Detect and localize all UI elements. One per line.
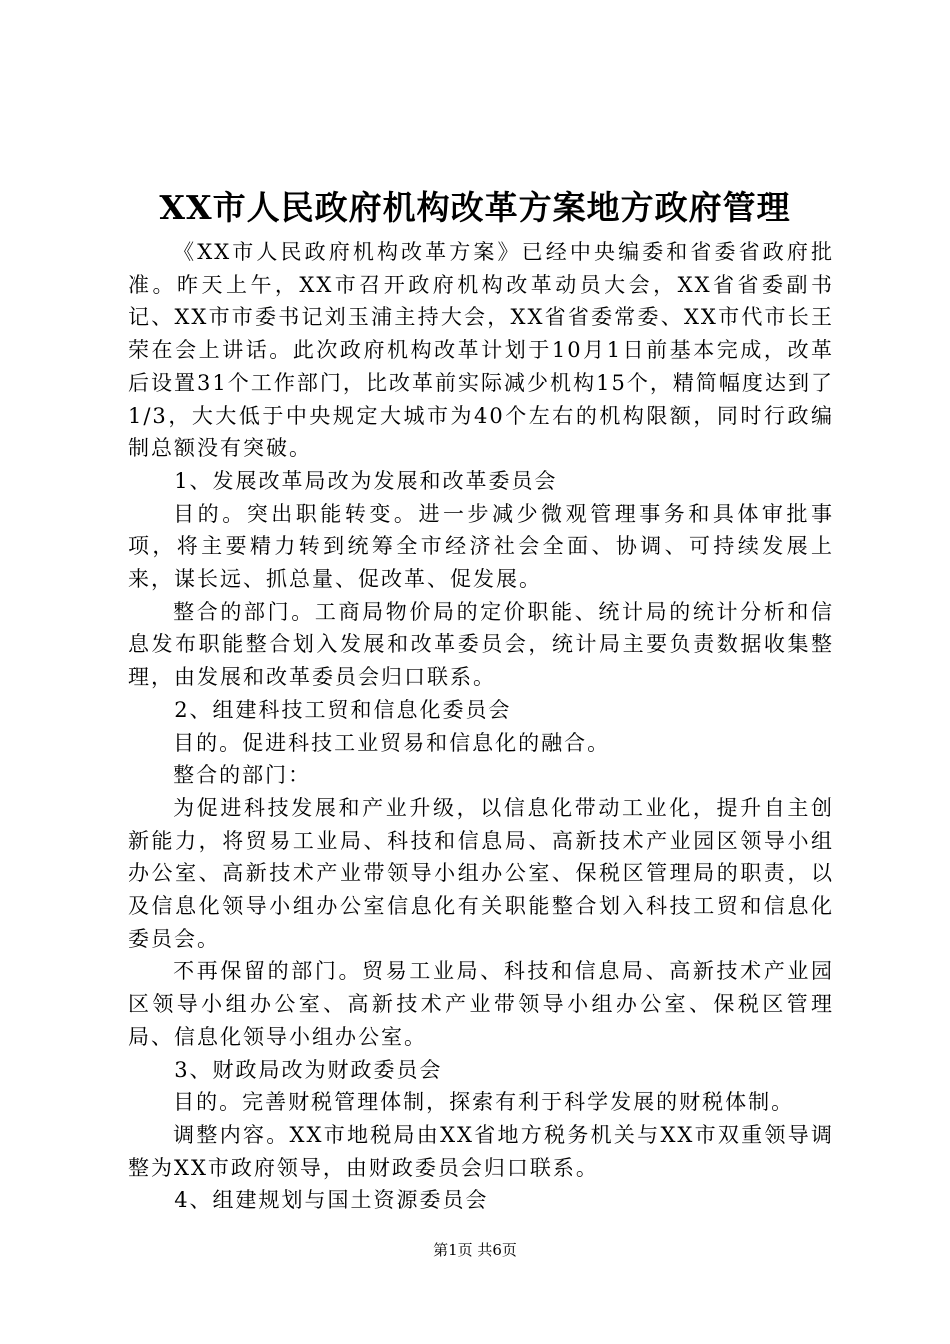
paragraph-merged-label-2: 整合的部门：: [173, 763, 312, 788]
section-heading-4: 4、组建规划与国土资源委员会: [174, 1188, 489, 1213]
document-body: [128, 236, 834, 1217]
document-title: XX市人民政府机构改革方案地方政府管理: [159, 188, 791, 227]
paragraph-intro: 《XX市人民政府机构改革方案》已经中央编委和省委省政府批准。昨天上午，XX市召开政府机构改革动员大会，XX省省委副书记、XX市市委书记刘玉浦主持大会，XX省省委常委、XX市代市长王荣在会上讲话。此次政府机构改革计划于10月1日前基本完成，改革后设置31个工作部门，比改革前实际减少机构15个，精简幅度达到了1/3，大大低于中央规定大城市为40个左右的机构限额，同时行政编制总额没有突破。: [128, 240, 834, 461]
section-heading-3: 3、财政局改为财政委员会: [174, 1057, 443, 1082]
section-heading-1: 1、发展改革局改为发展和改革委员会: [174, 468, 558, 493]
paragraph-removed-2: 不再保留的部门。贸易工业局、科技和信息局、高新技术产业园区领导小组办公室、高新技术产业带领导小组办公室、保税区管理局、信息化领导小组办公室。: [128, 959, 834, 1049]
paragraph-purpose-1: 目的。突出职能转变。进一步减少微观管理事务和具体审批事项，将主要精力转到统筹全市经济社会全面、协调、可持续发展上来，谋长远、抓总量、促改革、促发展。: [128, 501, 834, 592]
section-heading-2: 2、组建科技工贸和信息化委员会: [174, 697, 512, 722]
paragraph-purpose-2: 目的。促进科技工业贸易和信息化的融合。: [173, 730, 611, 755]
paragraph-merged-2: 为促进科技发展和产业升级，以信息化带动工业化，提升自主创新能力，将贸易工业局、科技和信息局、高新技术产业园区领导小组办公室、高新技术产业带领导小组办公室、保税区管理局的职责，以及信息化领导小组办公室信息化有关职能整合划入科技工贸和信息化委员会。: [128, 795, 834, 951]
paragraph-purpose-3: 目的。完善财税管理体制，探索有利于科学发展的财税体制。: [173, 1090, 795, 1115]
paragraph-merged-1: 整合的部门。工商局物价局的定价职能、统计局的统计分析和信息发布职能整合划入发展和改革委员会，统计局主要负责数据收集整理，由发展和改革委员会归口联系。: [128, 599, 834, 690]
paragraph-adjust-3: 调整内容。XX市地税局由XX省地方税务机关与XX市双重领导调整为XX市政府领导，由财政委员会归口联系。: [128, 1122, 834, 1180]
page-footer: 第1页 共6页: [433, 1241, 517, 1259]
